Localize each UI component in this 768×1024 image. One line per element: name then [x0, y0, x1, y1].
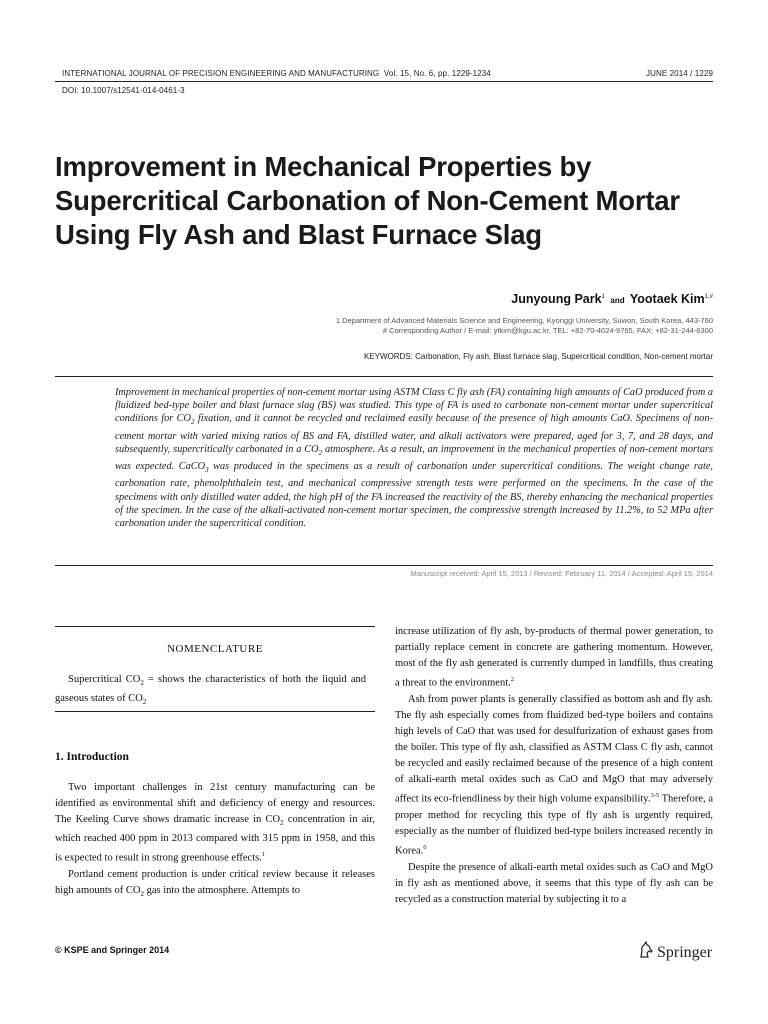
journal-name: INTERNATIONAL JOURNAL OF PRECISION ENGINEERING AND MANUFACTURING: [62, 69, 380, 78]
authors: [511, 292, 713, 306]
springer-logo: [638, 941, 712, 962]
abstract-bottom-rule: [55, 565, 713, 566]
right-column-text: [395, 624, 713, 908]
affiliations: [336, 316, 713, 336]
author-2-affil: 1,#: [704, 293, 713, 300]
article-title: Improvement in Mechanical Properties by Supercritical Carbonation of Non-Cement Mortar Using Fly Ash and Blast Furnace Slag: [55, 151, 680, 250]
affiliation-1: 1 Department of Advanced Materials Science and Engineering, Kyonggi University, Suwon, South Korea, 443-760: [335, 316, 713, 325]
manuscript-dates: Manuscript received: April 15, 2013 / Revised: February 11, 2014 / Accepted: April 15, 2014: [410, 569, 713, 578]
keywords: KEYWORDS: Carbonation, Fly ash, Blast furnace slag, Supercritical condition, Non-cement mortar: [363, 352, 713, 361]
corresponding-author: # Corresponding Author / E-mail: ytkim@kgu.ac.kr, TEL: +82-70-4024-9765, FAX: +82-31-244-6300: [382, 326, 713, 335]
doi[interactable]: DOI: 10.1007/s12541-014-0461-3: [62, 86, 185, 95]
right-paragraph-1: increase utilization of fly ash, by-products of thermal power generation, to partially replace cement in concrete are gathering momentum. However, most of the fly ash generated is currently dumped in landfills, thus creating a threat to the environment.$^2$: [395, 626, 713, 689]
intro-paragraph-2: Portland cement production is under critical review because it releases high amounts of $CO_2$ gas into the atmosphere. Attempts to: [55, 869, 375, 899]
publisher-name: Springer: [657, 944, 713, 961]
author-2[interactable]: Yootaek Kim: [629, 292, 705, 306]
nomenclature-title: NOMENCLATURE: [167, 643, 263, 655]
nomenclature-bottom-rule: [55, 711, 375, 712]
running-header: [62, 69, 491, 78]
right-paragraph-2: Ash from power plants is generally classified as bottom ash and fly ash. The fly ash especially comes from fluidized bed-type boilers and contains high levels of CaO that was used for desulfurization of exhaust gases from the boiler. This type of fly ash, classified as ASTM Class C fly ash, cannot be recycled and easily reclaimed because of the presence of a high content of alkali-earth metal oxides such as CaO and MgO that may adversely affect its eco-friendliness by their high volume expansibility.$^{3-5}$ Therefore, a proper method for recycling this type of fly ash is urgently required, especially as the number of fluidized bed-type boilers increased recently in Korea.$^6$: [395, 693, 713, 857]
copyright: © KSPE and Springer 2014: [55, 945, 170, 955]
abstract: Improvement in mechanical properties of non-cement mortar using ASTM Class C fly ash (FA) containing high amounts of CaO produced from a fluidized bed-type boiler and blast furnace slag (BS) was studied. This type of FA is used to carbonate non-cement mortar under supercritical conditions for $CO_2$ fixation, and it cannot be recycled and reclaimed easily because of the presence of high amounts CaO. Specimens of non-cement mortar with varied mixing ratios of BS and FA, distilled water, and alkali activators were prepared, aged for 3, 7, and 28 days, and subsequently, supercritically carbonated in a $CO_2$ atmosphere. As a result, an improvement in the mechanical properties of non-cement mortars was expected. CaCO$_3$ was produced in the specimens as a result of carbonation under supercritical conditions. The weight change rate, carbonation rate, phenolphthalein test, and mechanical compressive strength tests were performed on the specimens. In the case of the specimens with only distilled water added, the high pH of the FA increased the reactivity of the BS, thereby enhancing the mechanical properties of the specimen. In the case of the alkali-activated non-cement mortar specimen, the compressive strength increased by 11.2%, to 52 MPa after carbonation under the supercritical condition.: [115, 387, 714, 529]
nomenclature-top-rule: [55, 626, 375, 627]
journal-volume: Vol. 15, No. 6, pp. 1229-1234: [383, 69, 491, 78]
nomenclature-entry: Supercritical $CO_2$ = shows the characteristics of both the liquid and gaseous states of $CO_2$: [55, 674, 366, 707]
intro-paragraph-1: Two important challenges in 21st century manufacturing can be identified as environmental shift and deficiency of energy and resources. The Keeling Curve shows dramatic increase in $CO_2$ concentration in air, which reached 400 ppm in 2013 compared with 315 ppm in 1958, and this is expected to result in strong greenhouse effects.$^1$: [55, 782, 375, 864]
springer-horse-icon: [638, 941, 654, 959]
header-rule: [55, 81, 713, 82]
author-conjunction: and: [610, 296, 625, 305]
date-page: JUNE 2014 / 1229: [646, 69, 713, 78]
left-column-text: [55, 780, 375, 902]
author-1[interactable]: Junyoung Park: [511, 292, 602, 306]
author-1-affil: 1: [601, 293, 605, 300]
abstract-top-rule: [55, 376, 713, 377]
right-paragraph-3: Despite the presence of alkali-earth metal oxides such as CaO and MgO in fly ash as mentioned above, it seems that this type of fly ash can be recycled as a construction material by subjecting it to a: [395, 861, 713, 905]
section-heading-introduction: 1. Introduction: [55, 751, 129, 763]
